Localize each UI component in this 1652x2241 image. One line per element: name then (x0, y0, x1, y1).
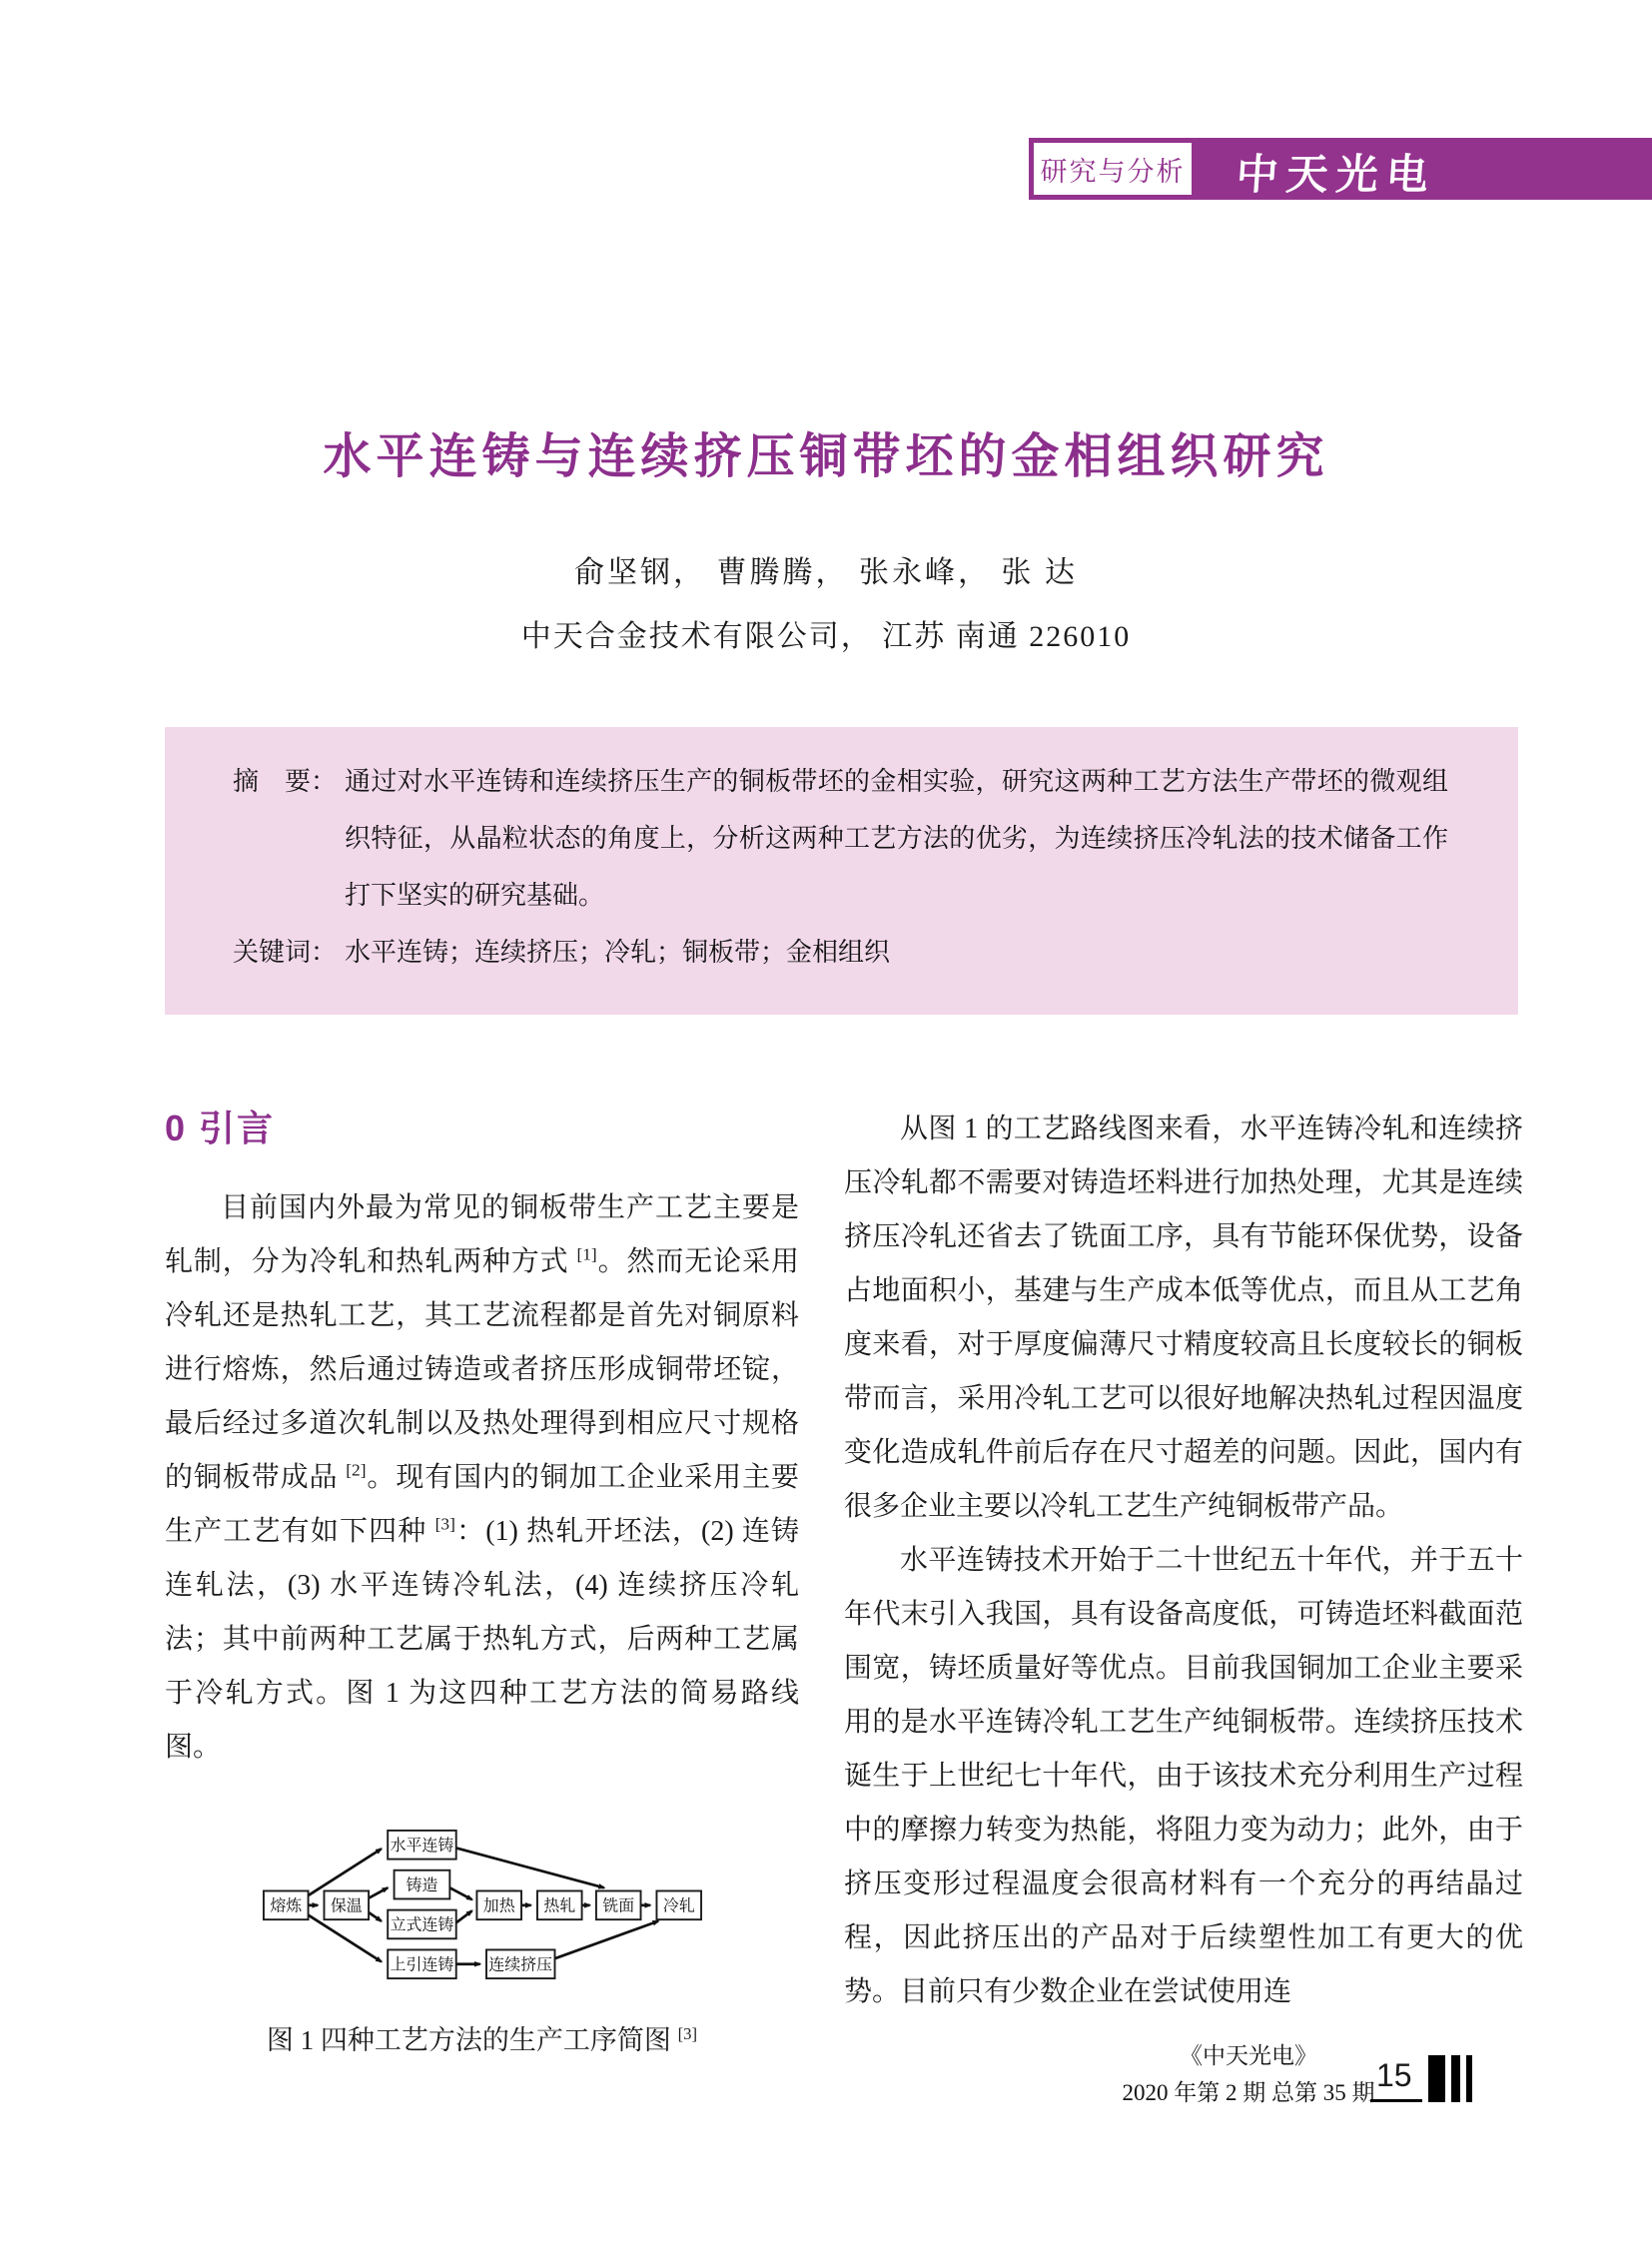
flow-arrow (554, 1921, 658, 1958)
page-edge-mark-icon (1466, 2055, 1472, 2102)
figure-caption-text: 图 1 四种工艺方法的生产工序简图 (266, 2025, 678, 2056)
left-column (165, 1095, 799, 2057)
paragraph-intro-3: 水平连铸技术开始于二十世纪五十年代，并于五十年代末引入我国，具有设备高度低，可铸造坯料截面范围宽，铸坯质量好等优点。目前我国铜加工企业主要采用的是水平连铸冷轧工艺生产纯铜板带。连续挤压技术诞生于上世纪七十年代，由于该技术充分利用生产过程中的摩擦力转变为热能，将阻力变为动力；此外，由于挤压变形过程温度会很高材料有一个充分的再结晶过程，因此挤压出的产品对于后续塑性加工有更大的优势。目前只有少数企业在尝试使用连 (844, 1545, 1523, 2007)
paragraph-text: 目前国内外最为常见的铜板带生产工艺主要是轧制，分为冷轧和热轧两种方式 (165, 1192, 799, 1277)
figure-caption (165, 2018, 799, 2057)
flow-node-hot-rolling (536, 1890, 581, 1919)
flow-node-horizontal-casting (388, 1831, 456, 1860)
flow-arrow (306, 1914, 381, 1962)
category-label: 研究与分析 (1040, 156, 1186, 187)
abstract-row (233, 753, 1448, 924)
page-number: 15 (1370, 2058, 1422, 2102)
keywords-text: 水平连铸；连续挤压；冷轧；铜板带；金相组织 (345, 937, 891, 967)
paragraph-text: ：(1) 热轧开坯法，(2) 连铸连轧法，(3) 水平连铸冷轧法，(4) 连续挤压冷轧法；其中前两种工艺属于热轧方式，后两种工艺属于冷轧方式。图 1 为这四种工艺方法的简易路线图。 (165, 1516, 799, 1763)
flow-node-label: 冷轧 (662, 1897, 695, 1915)
page-edge-mark-icon (1451, 2055, 1460, 2102)
flow-node-label: 铸造 (406, 1876, 437, 1894)
flow-arrow (455, 1848, 603, 1887)
category-badge (1034, 143, 1192, 195)
flow-arrow (455, 1910, 471, 1922)
flow-node-melting (263, 1890, 308, 1919)
flow-node-label: 铣面 (601, 1897, 634, 1915)
footer-issue-info: 2020 年第 2 期 总第 35 期 (1122, 2080, 1375, 2105)
paragraph-text: 。现有国内的铜加工企业采用主要生产工艺有如下四种 (165, 1462, 799, 1547)
citation-ref: [3] (677, 2024, 698, 2044)
flow-node-milling (595, 1890, 640, 1919)
flow-node-cold-rolling (656, 1890, 701, 1919)
affiliation-line: 中天合金技术有限公司， 江苏 南通 226010 (520, 620, 1132, 653)
footer-journal-name: 《中天光电》 (1180, 2043, 1317, 2068)
citation-ref: [2] (346, 1460, 367, 1480)
flow-node-holding (324, 1890, 369, 1919)
flow-node-continuous-extrusion (485, 1949, 554, 1978)
flow-node-label: 连续挤压 (487, 1956, 552, 1974)
section-heading: 0 引言 (165, 1108, 276, 1148)
abstract-label: 摘 要： (233, 766, 338, 796)
journal-header-band (1029, 138, 1652, 200)
flow-node-vertical-casting (388, 1910, 456, 1939)
citation-ref: [3] (434, 1514, 455, 1534)
right-column (844, 1095, 1523, 2057)
article-title: 水平连铸与连续挤压铜带坯的金相组织研究 (323, 430, 1329, 483)
paragraph-intro-2: 从图 1 的工艺路线图来看，水平连铸冷轧和连续挤压冷轧都不需要对铸造坯料进行加热处理，尤其是连续挤压冷轧还省去了铣面工序，具有节能环保优势，设备占地面积小，基建与生产成本低等优点，而且从工艺角度来看，对于厚度偏薄尺寸精度较高且长度较长的铜板带而言，采用冷轧工艺可以很好地解决热轧过程因温度变化造成轧件前后存在尺寸超差的问题。因此，国内有很多企业主要以冷轧工艺生产纯铜板带产品。 (844, 1114, 1523, 1522)
page-edge-mark-icon (1428, 2055, 1445, 2102)
flow-arrow (306, 1849, 381, 1896)
paragraph-intro-1 (165, 1181, 799, 1775)
flow-node-heating (476, 1890, 521, 1919)
footer-meta (1094, 2037, 1403, 2111)
keywords-row (233, 924, 1448, 981)
flow-arrow (449, 1887, 471, 1899)
abstract-text: 通过对水平连铸和连续挤压生产的铜板带坯的金相实验，研究这两种工艺方法生产带坯的微观组织特征，从晶粒状态的角度上，分析这两种工艺方法的优劣，为连续挤压冷轧法的技术储备工作打下坚实的研究基础。 (345, 766, 1448, 910)
page-number-block (1370, 2055, 1472, 2102)
journal-brand-logo: 中天光电 (1235, 150, 1438, 199)
body-columns (165, 1095, 1523, 2057)
authors-line: 俞坚钢， 曹腾腾， 张永峰， 张 达 (574, 556, 1078, 589)
process-flow-diagram (248, 1815, 717, 1985)
figure-1 (165, 1815, 799, 2057)
abstract-box (165, 727, 1518, 1015)
keywords-label: 关键词： (233, 937, 338, 967)
flow-arrow (369, 1887, 388, 1897)
flow-node-casting (394, 1870, 449, 1899)
flow-node-upward-casting (388, 1949, 456, 1978)
citation-ref: [1] (576, 1244, 597, 1264)
flow-node-label: 熔炼 (269, 1897, 302, 1915)
flow-node-label: 水平连铸 (390, 1838, 453, 1856)
flow-node-label: 热轧 (542, 1897, 575, 1915)
flow-node-label: 加热 (482, 1897, 515, 1915)
flow-node-label: 保温 (330, 1897, 363, 1915)
flow-node-label: 立式连铸 (390, 1916, 453, 1934)
flow-node-label: 上引连铸 (390, 1956, 453, 1974)
flow-arrow (369, 1912, 382, 1921)
paragraph-text: 。然而无论采用冷轧还是热轧工艺，其工艺流程都是首先对铜原料进行熔炼，然后通过铸造或者挤压形成铜带坯锭，最后经过多道次轧制以及热处理得到相应尺寸规格的铜板带成品 (165, 1246, 799, 1493)
